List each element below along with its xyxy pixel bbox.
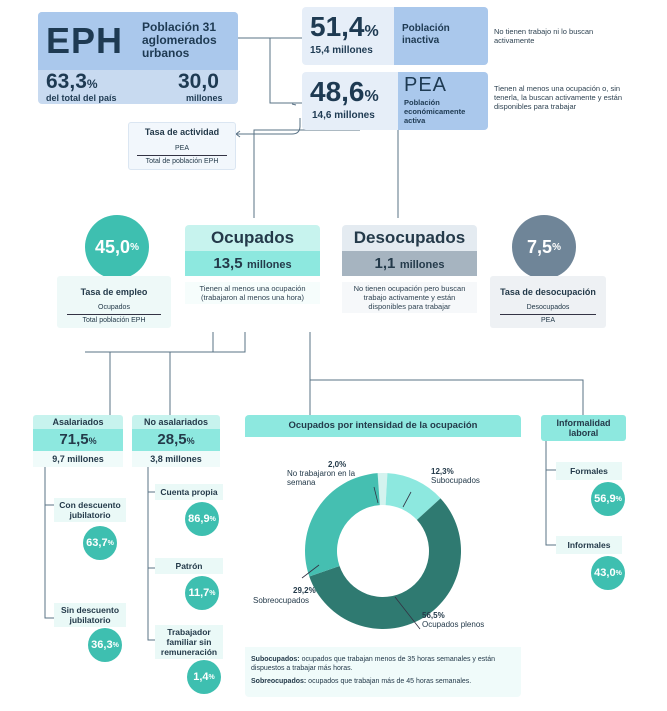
subocupados-label: Subocupados	[431, 476, 480, 485]
asalariados-title: Asalariados	[52, 417, 104, 427]
con-descuento-circle: 63,7 %	[83, 526, 117, 560]
cuenta-propia-circle: 86,9 %	[185, 502, 219, 536]
informales-circle: 43,0 %	[591, 556, 625, 590]
asalariados-header	[33, 415, 123, 429]
eph-pct: 63,3%	[46, 70, 98, 93]
def-sobreocupados: Sobreocupados: ocupados que trabajan más de 45 horas semanales.	[251, 678, 472, 685]
desocupados-unit: millones	[399, 259, 445, 271]
tasa-actividad-title: Tasa de actividad	[144, 127, 220, 137]
tasa-empleo-title: Tasa de empleo	[80, 287, 148, 297]
sin-descuento-circle: 36,3 %	[88, 628, 122, 662]
cuenta-propia-label: Cuenta propia	[155, 484, 223, 500]
asalariados-pct: 71,5%	[33, 429, 123, 451]
trabajador-familiar-label: Trabajador familiar sin remuneración	[155, 625, 223, 659]
informalidad-header	[541, 415, 626, 441]
pea-millions: 14,6 millones	[312, 110, 375, 121]
pea-abbr: PEA	[404, 74, 448, 96]
no-trabajaron-label: No trabajaron en la semana	[287, 469, 356, 487]
desocupados-note: No tienen ocupación pero buscan trabajo activamente y están disponibles para trabajar	[342, 282, 477, 313]
pea-pct: 48,6%	[310, 76, 379, 107]
formales-circle: 56,9 %	[591, 482, 625, 516]
sobreocupados-label: Sobreocupados	[253, 596, 310, 605]
inactiva-pct: 51,4%	[310, 11, 379, 42]
plenos-label: Ocupados plenos	[422, 620, 485, 629]
informalidad-title: Informalidad laboral	[556, 418, 611, 438]
tasa-desocupacion-title: Tasa de desocupación	[500, 287, 596, 297]
tasa-desocupacion-circle: 7,5 %	[512, 215, 576, 279]
eph-title: EPH	[46, 20, 124, 61]
desocupados-value: 1,1	[374, 255, 396, 272]
plenos-pct: 56,5%	[422, 611, 445, 620]
tasa-empleo-box	[57, 276, 171, 328]
patron-label: Patrón	[155, 558, 223, 574]
tasa-empleo-numerator: Ocupados	[98, 304, 130, 311]
tasa-actividad-fraction-line	[137, 155, 227, 156]
tasa-empleo-circle: 45,0 %	[85, 215, 149, 279]
sin-descuento-label: Sin descuento jubilatorio	[54, 603, 126, 627]
patron-circle: 11,7 %	[185, 576, 219, 610]
pea-box	[302, 72, 488, 130]
tasa-desocupacion-denominator: PEA	[540, 317, 555, 324]
no-asalariados-header	[132, 415, 220, 429]
no-trabajaron-pct: 2,0%	[328, 460, 347, 469]
desocupados-header	[342, 225, 477, 251]
no-asalariados-pct: 28,5%	[132, 429, 220, 451]
asalariados-millions: 9,7 millones	[33, 451, 123, 467]
informales-label: Informales	[556, 536, 622, 554]
formales-label: Formales	[556, 462, 622, 480]
subocupados-pct: 12,3%	[431, 467, 454, 476]
tasa-actividad-box	[128, 122, 236, 170]
trabajador-familiar-circle: 1,4 %	[187, 660, 221, 694]
desocupados-title: Desocupados	[353, 228, 466, 247]
inactiva-note: No tienen trabajo ni lo buscan activamente	[494, 27, 594, 45]
ocupados-unit: millones	[247, 259, 292, 271]
inactiva-box	[302, 7, 488, 65]
inactiva-label: Población inactiva	[402, 23, 450, 46]
tasa-actividad-numerator: PEA	[174, 145, 189, 152]
pea-note: Tienen al menos una ocupación o, sin tenerla, la buscan activamente y están disponibles para trabajar	[494, 84, 622, 111]
desocupados-value-box	[342, 251, 477, 276]
ocupados-header	[185, 225, 320, 251]
no-asalariados-millions: 3,8 millones	[132, 451, 220, 467]
donut-slice-sobreocupados	[305, 473, 380, 576]
inactiva-millions: 15,4 millones	[310, 45, 373, 56]
donut-group	[305, 473, 461, 629]
tasa-desocupacion-box	[490, 276, 606, 328]
ocupados-value-box	[185, 251, 320, 276]
def-subocupados: Subocupados: ocupados que trabajan menos de 35 horas semanales y están dispuestos a trabajar más horas.	[251, 656, 495, 672]
sobreocupados-pct: 29,2%	[293, 586, 316, 595]
eph-millions-label: millones	[186, 93, 223, 103]
intensidad-panel	[245, 415, 521, 697]
intensidad-title: Ocupados por intensidad de la ocupación	[245, 415, 521, 437]
eph-millions: 30,0	[178, 70, 219, 93]
eph-pct-label: del total del país	[46, 93, 117, 103]
pea-label: Población económicamente activa	[404, 98, 466, 125]
eph-subtitle: Población 31 aglomerados urbanos	[142, 20, 217, 60]
con-descuento-label: Con descuento jubilatorio	[54, 498, 126, 522]
tasa-desocupacion-numerator: Desocupados	[526, 304, 570, 311]
tasa-empleo-fraction-line	[67, 314, 161, 315]
ocupados-value: 13,5	[213, 255, 243, 272]
ocupados-title: Ocupados	[210, 228, 295, 247]
eph-box	[38, 12, 238, 104]
no-asalariados-title: No asalariados	[143, 417, 209, 427]
tasa-actividad-denominator: Total de población EPH	[145, 158, 219, 165]
ocupados-note: Tienen al menos una ocupación (trabajaron al menos una hora)	[185, 282, 320, 304]
tasa-desocupacion-fraction-line	[500, 314, 596, 315]
tasa-empleo-denominator: Total población EPH	[82, 317, 146, 324]
